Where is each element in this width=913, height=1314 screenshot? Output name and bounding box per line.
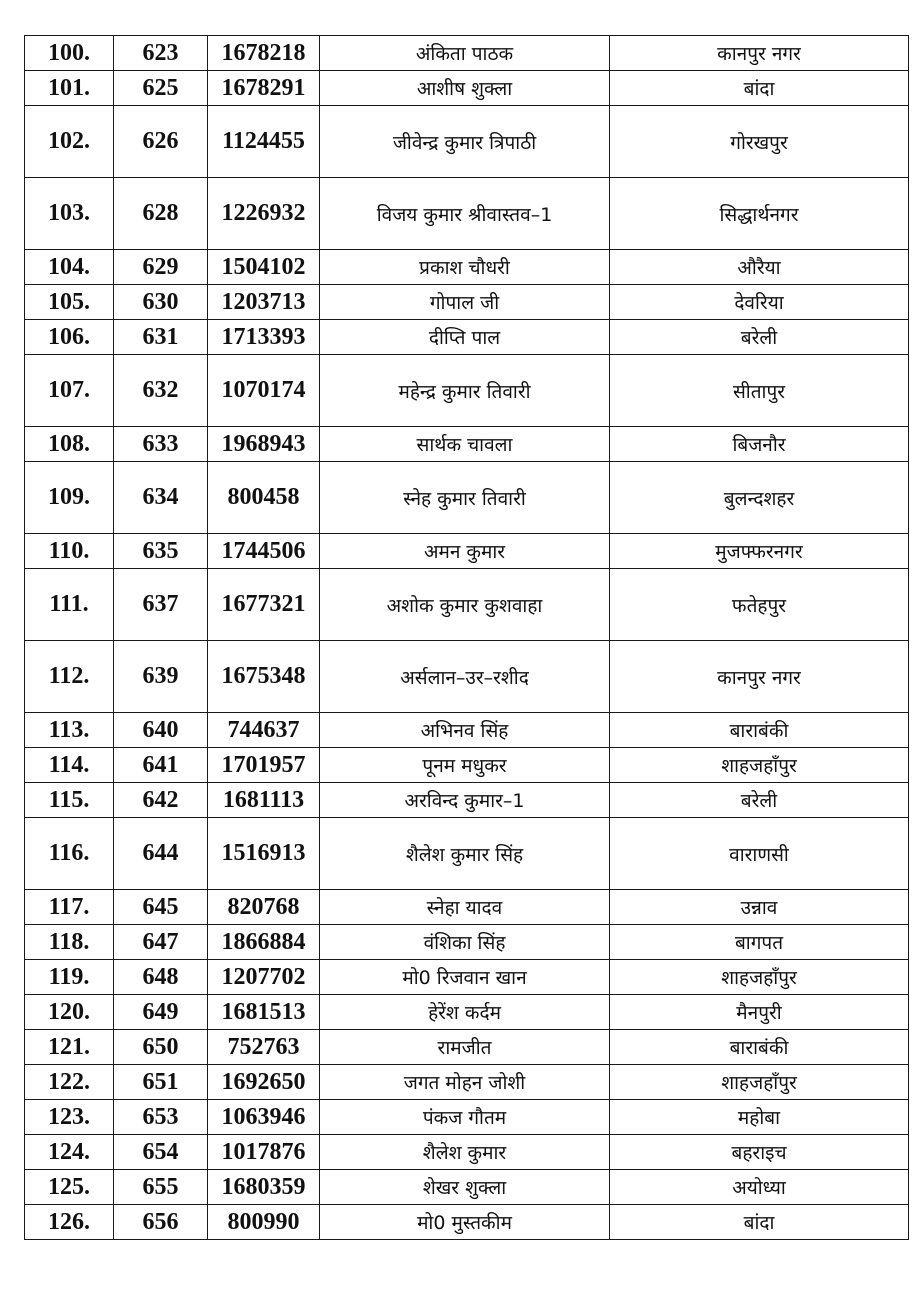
- table-row: [25, 960, 909, 995]
- district-name: बिजनौर: [610, 427, 909, 462]
- table-row: [25, 36, 909, 71]
- district-name: शाहजहाँपुर: [610, 1065, 909, 1100]
- serial-number: 102.: [25, 106, 114, 178]
- candidate-name: मो0 रिजवान खान: [320, 960, 610, 995]
- district-name: मैनपुरी: [610, 995, 909, 1030]
- candidate-name: जगत मोहन जोशी: [320, 1065, 610, 1100]
- district-name: औरैया: [610, 250, 909, 285]
- serial-number: 117.: [25, 890, 114, 925]
- roll-number: 623: [114, 36, 208, 71]
- candidate-name: सार्थक चावला: [320, 427, 610, 462]
- registration-number: 1516913: [208, 818, 320, 890]
- candidate-table-body: [25, 36, 909, 1240]
- district-name: बहराइच: [610, 1135, 909, 1170]
- roll-number: 647: [114, 925, 208, 960]
- roll-number: 642: [114, 783, 208, 818]
- candidate-name: मो0 मुस्तकीम: [320, 1205, 610, 1240]
- candidate-name: अभिनव सिंह: [320, 713, 610, 748]
- registration-number: 1678218: [208, 36, 320, 71]
- table-row: [25, 285, 909, 320]
- roll-number: 654: [114, 1135, 208, 1170]
- candidate-name: शैलेश कुमार: [320, 1135, 610, 1170]
- roll-number: 630: [114, 285, 208, 320]
- serial-number: 119.: [25, 960, 114, 995]
- candidate-name: वंशिका सिंह: [320, 925, 610, 960]
- serial-number: 112.: [25, 641, 114, 713]
- district-name: महोबा: [610, 1100, 909, 1135]
- roll-number: 651: [114, 1065, 208, 1100]
- roll-number: 637: [114, 569, 208, 641]
- serial-number: 104.: [25, 250, 114, 285]
- table-row: [25, 641, 909, 713]
- district-name: गोरखपुर: [610, 106, 909, 178]
- registration-number: 1968943: [208, 427, 320, 462]
- serial-number: 108.: [25, 427, 114, 462]
- registration-number: 1207702: [208, 960, 320, 995]
- serial-number: 107.: [25, 355, 114, 427]
- table-row: [25, 569, 909, 641]
- district-name: बागपत: [610, 925, 909, 960]
- serial-number: 124.: [25, 1135, 114, 1170]
- table-row: [25, 890, 909, 925]
- district-name: अयोध्या: [610, 1170, 909, 1205]
- serial-number: 123.: [25, 1100, 114, 1135]
- roll-number: 641: [114, 748, 208, 783]
- table-row: [25, 1100, 909, 1135]
- registration-number: 1681513: [208, 995, 320, 1030]
- serial-number: 125.: [25, 1170, 114, 1205]
- table-row: [25, 106, 909, 178]
- roll-number: 639: [114, 641, 208, 713]
- district-name: बांदा: [610, 71, 909, 106]
- registration-number: 1203713: [208, 285, 320, 320]
- serial-number: 111.: [25, 569, 114, 641]
- registration-number: 1713393: [208, 320, 320, 355]
- district-name: सीतापुर: [610, 355, 909, 427]
- registration-number: 800458: [208, 462, 320, 534]
- registration-number: 820768: [208, 890, 320, 925]
- registration-number: 1701957: [208, 748, 320, 783]
- registration-number: 1070174: [208, 355, 320, 427]
- serial-number: 113.: [25, 713, 114, 748]
- roll-number: 633: [114, 427, 208, 462]
- candidate-name: शैलेश कुमार सिंह: [320, 818, 610, 890]
- candidate-name: अंकिता पाठक: [320, 36, 610, 71]
- candidate-name: रामजीत: [320, 1030, 610, 1065]
- registration-number: 800990: [208, 1205, 320, 1240]
- roll-number: 653: [114, 1100, 208, 1135]
- serial-number: 126.: [25, 1205, 114, 1240]
- roll-number: 631: [114, 320, 208, 355]
- candidate-name: गोपाल जी: [320, 285, 610, 320]
- registration-number: 744637: [208, 713, 320, 748]
- candidate-name: अरविन्द कुमार–1: [320, 783, 610, 818]
- table-row: [25, 534, 909, 569]
- candidate-name: अर्सलान–उर–रशीद: [320, 641, 610, 713]
- table-row: [25, 178, 909, 250]
- table-row: [25, 427, 909, 462]
- serial-number: 118.: [25, 925, 114, 960]
- registration-number: 1678291: [208, 71, 320, 106]
- registration-number: 1677321: [208, 569, 320, 641]
- district-name: उन्नाव: [610, 890, 909, 925]
- table-row: [25, 462, 909, 534]
- registration-number: 1063946: [208, 1100, 320, 1135]
- candidate-name: अशोक कुमार कुशवाहा: [320, 569, 610, 641]
- serial-number: 114.: [25, 748, 114, 783]
- candidate-name: महेन्द्र कुमार तिवारी: [320, 355, 610, 427]
- table-row: [25, 925, 909, 960]
- district-name: शाहजहाँपुर: [610, 960, 909, 995]
- district-name: बुलन्दशहर: [610, 462, 909, 534]
- roll-number: 640: [114, 713, 208, 748]
- district-name: शाहजहाँपुर: [610, 748, 909, 783]
- district-name: वाराणसी: [610, 818, 909, 890]
- registration-number: 1744506: [208, 534, 320, 569]
- serial-number: 122.: [25, 1065, 114, 1100]
- table-row: [25, 713, 909, 748]
- registration-number: 1680359: [208, 1170, 320, 1205]
- roll-number: 655: [114, 1170, 208, 1205]
- registration-number: 1866884: [208, 925, 320, 960]
- registration-number: 1504102: [208, 250, 320, 285]
- candidate-name: पंकज गौतम: [320, 1100, 610, 1135]
- district-name: बांदा: [610, 1205, 909, 1240]
- table-row: [25, 1205, 909, 1240]
- roll-number: 649: [114, 995, 208, 1030]
- table-row: [25, 748, 909, 783]
- roll-number: 629: [114, 250, 208, 285]
- serial-number: 110.: [25, 534, 114, 569]
- registration-number: 1017876: [208, 1135, 320, 1170]
- table-row: [25, 1170, 909, 1205]
- roll-number: 632: [114, 355, 208, 427]
- district-name: कानपुर नगर: [610, 36, 909, 71]
- candidate-table: [24, 35, 909, 1240]
- district-name: बाराबंकी: [610, 713, 909, 748]
- roll-number: 635: [114, 534, 208, 569]
- table-row: [25, 355, 909, 427]
- district-name: बाराबंकी: [610, 1030, 909, 1065]
- serial-number: 100.: [25, 36, 114, 71]
- registration-number: 1692650: [208, 1065, 320, 1100]
- roll-number: 648: [114, 960, 208, 995]
- candidate-name: अमन कुमार: [320, 534, 610, 569]
- serial-number: 116.: [25, 818, 114, 890]
- roll-number: 644: [114, 818, 208, 890]
- roll-number: 650: [114, 1030, 208, 1065]
- roll-number: 626: [114, 106, 208, 178]
- roll-number: 645: [114, 890, 208, 925]
- table-row: [25, 250, 909, 285]
- table-row: [25, 71, 909, 106]
- roll-number: 628: [114, 178, 208, 250]
- district-name: सिद्धार्थनगर: [610, 178, 909, 250]
- serial-number: 103.: [25, 178, 114, 250]
- registration-number: 1681113: [208, 783, 320, 818]
- district-name: मुजफ्फरनगर: [610, 534, 909, 569]
- table-row: [25, 1135, 909, 1170]
- table-row: [25, 818, 909, 890]
- candidate-name: दीप्ति पाल: [320, 320, 610, 355]
- serial-number: 106.: [25, 320, 114, 355]
- roll-number: 625: [114, 71, 208, 106]
- candidate-name: जीवेन्द्र कुमार त्रिपाठी: [320, 106, 610, 178]
- district-name: बरेली: [610, 783, 909, 818]
- district-name: कानपुर नगर: [610, 641, 909, 713]
- district-name: बरेली: [610, 320, 909, 355]
- candidate-name: विजय कुमार श्रीवास्तव–1: [320, 178, 610, 250]
- table-row: [25, 783, 909, 818]
- candidate-name: स्नेह कुमार तिवारी: [320, 462, 610, 534]
- roll-number: 634: [114, 462, 208, 534]
- serial-number: 105.: [25, 285, 114, 320]
- registration-number: 1675348: [208, 641, 320, 713]
- serial-number: 115.: [25, 783, 114, 818]
- district-name: फतेहपुर: [610, 569, 909, 641]
- table-row: [25, 1065, 909, 1100]
- candidate-name: हेरेंश कर्दम: [320, 995, 610, 1030]
- candidate-name: स्नेहा यादव: [320, 890, 610, 925]
- registration-number: 1124455: [208, 106, 320, 178]
- registration-number: 1226932: [208, 178, 320, 250]
- serial-number: 120.: [25, 995, 114, 1030]
- district-name: देवरिया: [610, 285, 909, 320]
- serial-number: 101.: [25, 71, 114, 106]
- candidate-name: प्रकाश चौधरी: [320, 250, 610, 285]
- candidate-name: आशीष शुक्ला: [320, 71, 610, 106]
- roll-number: 656: [114, 1205, 208, 1240]
- registration-number: 752763: [208, 1030, 320, 1065]
- serial-number: 109.: [25, 462, 114, 534]
- candidate-name: पूनम मधुकर: [320, 748, 610, 783]
- serial-number: 121.: [25, 1030, 114, 1065]
- candidate-name: शेखर शुक्ला: [320, 1170, 610, 1205]
- table-row: [25, 320, 909, 355]
- table-row: [25, 1030, 909, 1065]
- table-row: [25, 995, 909, 1030]
